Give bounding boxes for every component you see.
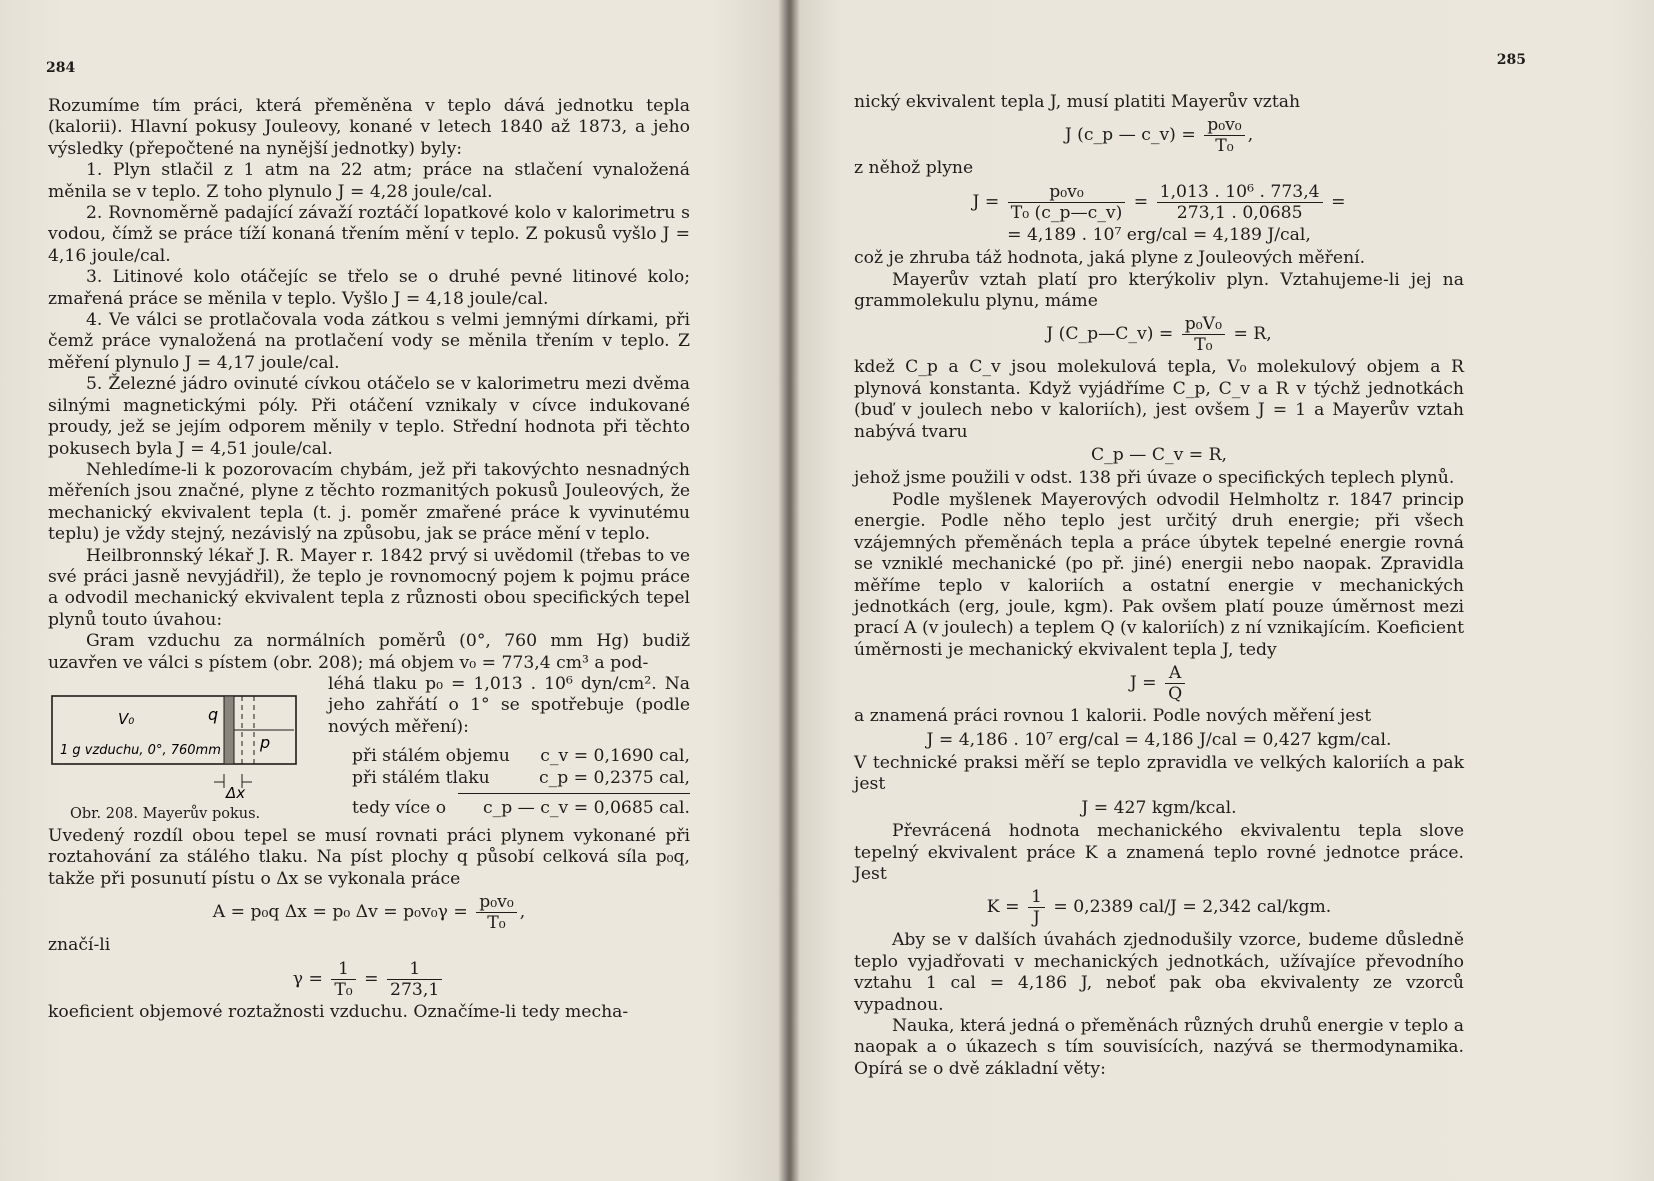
paragraph: 4. Ve válci se protlačovala voda zátkou s velmi jemnými dírkami, při čemž práce vynaložená na protlačení vody se měnila třením v teplo. Z měření plynulo J = 4,17 joule/cal. (48, 310, 690, 373)
eq2-tail: = (1331, 191, 1346, 212)
figure-caption: Obr. 208. Mayerův pokus. (70, 805, 261, 822)
fraction-denominator: T₀ (1194, 335, 1213, 356)
figure-label-dx: Δx (226, 783, 246, 802)
fraction-numerator: 1 (387, 959, 442, 980)
eq1-left: J (c_p — c_v) = (1064, 125, 1196, 146)
equation-gamma (48, 959, 690, 1000)
paragraph: 2. Rovnoměrně padající závaží roztáčí lopatkové kolo v kalorimetru s vodou, čímž se práce tíží konaná třením mění v teplo. Z pokusů vyšlo J = 4,16 joule/cal. (48, 203, 690, 266)
equation-j (854, 182, 1464, 223)
fraction (1008, 182, 1126, 223)
paragraph: Rozumíme tím práci, která přeměněna v teplo dává jednotku tepla (kalorii). Hlavní pokusy Jouleovy, konané v letech 1840 až 1873, a jeho výsledky (přepočtené na nynější jednotky) byly: (48, 96, 690, 159)
equation-mayer (854, 115, 1464, 156)
left-page (0, 0, 790, 1181)
mayer-experiment-figure (48, 692, 308, 812)
eq2-mid: = (1133, 191, 1149, 212)
z-nehoz: z něhož plyne (854, 158, 974, 179)
paragraph: Podle myšlenek Mayerových odvodil Helmholtz r. 1847 princip energie. Podle něho teplo jest určitý druh energie; při všech vzájemných přeměnách tepla a práce úbytek tepelné energie rovná se vzniklé mechanické (po př. jiné) energii nebo naopak. Zpravidla měříme teplo v kaloriích a ostatní energie v mechanických jednotkách (erg, joule, kgm). Pak ovšem platí pouze úměrnost mezi prací A (v joulech) a teplem Q (v kaloriích) z ní vznikajícím. Koeficient úměrnosti je mechanický ekvivalent tepla J, tedy (854, 489, 1464, 660)
eq1-tail: , (1247, 125, 1254, 146)
fraction-denominator: 273,1 (390, 979, 440, 1000)
eq9-left: K = (986, 897, 1020, 918)
equation-result: = 4,189 . 10⁷ erg/cal = 4,189 J/cal, (1007, 224, 1311, 245)
figure-side-text (328, 674, 690, 819)
diff-row (328, 798, 690, 819)
eq-a-tail: , (519, 902, 526, 923)
fraction (1028, 887, 1045, 928)
paragraph: Mayerův vztah platí pro kterýkoliv plyn. Vztahujeme-li jej na grammolekulu plynu, máme (854, 269, 1464, 312)
fraction-numerator: p₀v₀ (1008, 182, 1126, 203)
paragraph: Nauka, která jedná o přeměnách různých druhů energie v teplo a naopak a o úkazech s tím souvisících, nazývá se thermodynamika. Opírá se o dvě základní věty: (854, 1016, 1464, 1079)
paragraph: Aby se v dalších úvahách zjednodušily vzorce, budeme důsledně teplo vyjadřovati v mechanických jednotkách, užívajíce převodního vztahu 1 cal = 4,186 J, neboť pak oba ekvivalenty ze vzorců vypadnou. (854, 930, 1464, 1015)
paragraph: Uvedený rozdíl obou tepel se musí rovnati práci plynem vykonané při roztahování za stálého tlaku. Na píst plochy q působí celková síla p₀q, takže při posunutí pístu o Δx se vykonala práce (48, 825, 690, 889)
equation-cp-cv: C_p — C_v = R, (1090, 445, 1228, 466)
eq-a-left: A = p₀q Δx = p₀ Δv = p₀v₀γ = (212, 902, 468, 923)
right-page (790, 0, 1654, 1181)
diff-label: tedy více o (352, 798, 447, 818)
fraction (1165, 663, 1185, 704)
equation-k (854, 887, 1464, 928)
left-text-column (48, 96, 690, 1023)
fraction-denominator: Q (1168, 684, 1183, 705)
paragraph: Nehledíme-li k pozorovacím chybám, jež při takovýchto nesnadných měřeních jsou značné, plyne z těchto rozmanitých pokusů Jouleových, že mechanický ekvivalent tepla (t. j. poměr zmařené práce k vyvinutému teplu) je vždy stejný, nezávislý na způsobu, jak se práce mění v teplo. (48, 459, 690, 545)
equation-molar (854, 314, 1464, 355)
diff-value: c_p — c_v = 0,0685 cal. (482, 798, 690, 818)
fraction (1204, 115, 1245, 156)
fraction-numerator: p₀v₀ (476, 892, 517, 913)
paragraph: 3. Litinové kolo otáčejíc se třelo se o druhé pevné litinové kolo; zmařená práce se měnila v teplo. Vyšlo J = 4,18 joule/cal. (48, 267, 690, 309)
paragraph: nický ekvivalent tepla J, musí platiti Mayerův vztah (854, 92, 1301, 112)
paragraph: kdež C_p a C_v jsou molekulová tepla, V₀ molekulový objem a R plynová konstanta. Když vyjádříme C_p, C_v a R v týchž jednotkách (buď v joulech nebo v kaloriích), jest ovšem J = 1 a Mayerův vztah nabývá tvaru (854, 357, 1464, 442)
paragraph: a znamená práci rovnou 1 kalorii. Podle nových měření jest (854, 706, 1372, 727)
figure-block (48, 673, 690, 826)
eq-gamma-left: γ = (292, 968, 323, 989)
eq2-left: J = (972, 191, 1000, 212)
znaci-li: značí-li (48, 935, 111, 956)
figure-side-paragraph: léhá tlaku p₀ = 1,013 . 10⁶ dyn/cm². Na jeho zahřátí o 1° se spotřebuje (podle nových měření): (328, 673, 690, 737)
fraction-denominator: T₀ (c_p—c_v) (1010, 202, 1123, 223)
book-gutter (778, 0, 800, 1181)
eq9-tail: = 0,2389 cal/J = 2,342 cal/kgm. (1053, 897, 1332, 918)
paragraph: 5. Železné jádro ovinuté cívkou otáčelo se v kalorimetru mezi dvěma silnými magnetickými póly. Při otáčení vznikaly v cívce indukované proudy, jež se jejím odporem měnily v teplo. Střední hodnota při těchto pokusech byla J = 4,51 joule/cal. (48, 374, 690, 459)
fraction-numerator: 1,013 . 10⁶ . 773,4 (1157, 182, 1323, 203)
cv-row (328, 746, 690, 767)
paragraph: 1. Plyn stlačil z 1 atm na 22 atm; práce na stlačení vynaložená měnila se v teplo. Z toho plynulo J = 4,28 joule/cal. (48, 160, 690, 202)
figure-label-p: p (260, 732, 271, 752)
cp-row (328, 768, 690, 789)
equation-j-value: J = 4,186 . 10⁷ erg/cal = 4,186 J/cal = 0,427 kgm/cal. (926, 729, 1392, 750)
fraction-denominator: 273,1 . 0,0685 (1176, 202, 1303, 223)
cv-label: při stálém objemu (352, 746, 510, 767)
eq-gamma-mid: = (364, 968, 379, 989)
paragraph: což je zhruba táž hodnota, jaká plyne z Jouleových měření. (854, 248, 1366, 269)
fraction-numerator: 1 (331, 959, 355, 980)
eq4-left: J (C_p—C_v) = (1046, 324, 1174, 345)
eq4-tail: = R, (1233, 324, 1272, 345)
fraction (387, 959, 442, 1000)
paragraph: koeficient objemové roztažnosti vzduchu. Označíme-li tedy mecha- (48, 1001, 629, 1022)
fraction (476, 892, 517, 933)
equation-j-kcal: J = 427 kgm/kcal. (1081, 797, 1237, 818)
cv-value: c_v = 0,1690 cal, (540, 746, 690, 767)
fraction-denominator: T₀ (487, 913, 506, 934)
paragraph: Gram vzduchu za normálních poměrů (0°, 760 mm Hg) budiž uzavřen ve válci s pístem (obr. 208); má objem v₀ = 773,4 cm³ a pod- (48, 631, 690, 673)
specific-heat-rows (328, 746, 690, 819)
fraction-numerator: p₀v₀ (1204, 115, 1245, 136)
figure-label-q: q (208, 704, 219, 724)
page-number-right: 285 (1496, 52, 1526, 68)
equation-j-aq (854, 663, 1464, 704)
paragraph: Heilbronnský lékař J. R. Mayer r. 1842 prvý si uvědomil (třebas to ve své práci jasně nevyjádřil), že teplo je rovnomocný pojem k pojmu práce a odvodil mechanický ekvivalent tepla z různosti obou specifických tepel plynů touto úvahou: (48, 545, 690, 630)
figure-label-gas: 1 g vzduchu, 0°, 760mm (60, 742, 221, 758)
cp-value: c_p = 0,2375 cal, (539, 767, 690, 788)
fraction (331, 959, 355, 1000)
sum-rule (458, 793, 690, 794)
fraction (1182, 314, 1225, 355)
cp-label: při stálém tlaku (352, 767, 490, 788)
fraction-numerator: p₀V₀ (1182, 314, 1225, 335)
paragraph: V technické praksi měří se teplo zpravidla ve velkých kaloriích a pak jest (854, 752, 1464, 795)
right-text-column (854, 92, 1464, 1080)
figure-label-v0: V₀ (118, 709, 135, 728)
fraction-numerator: 1 (1028, 887, 1045, 908)
page-number-left: 284 (46, 60, 76, 76)
fraction-denominator: T₀ (1215, 136, 1234, 157)
fraction-denominator: T₀ (334, 979, 353, 1000)
paragraph: jehož jsme použili v odst. 138 při úvaze o specifických teplech plynů. (854, 468, 1455, 489)
fraction (1157, 182, 1323, 223)
equation-work (48, 892, 690, 933)
paragraph: Převrácená hodnota mechanického ekvivalentu tepla slove tepelný ekvivalent práce K a znamená teplo rovné jednotce práce. Jest (854, 821, 1464, 884)
eq6-left: J = (1129, 673, 1157, 694)
fraction-denominator: J (1032, 908, 1040, 929)
fraction-numerator: A (1165, 663, 1185, 684)
